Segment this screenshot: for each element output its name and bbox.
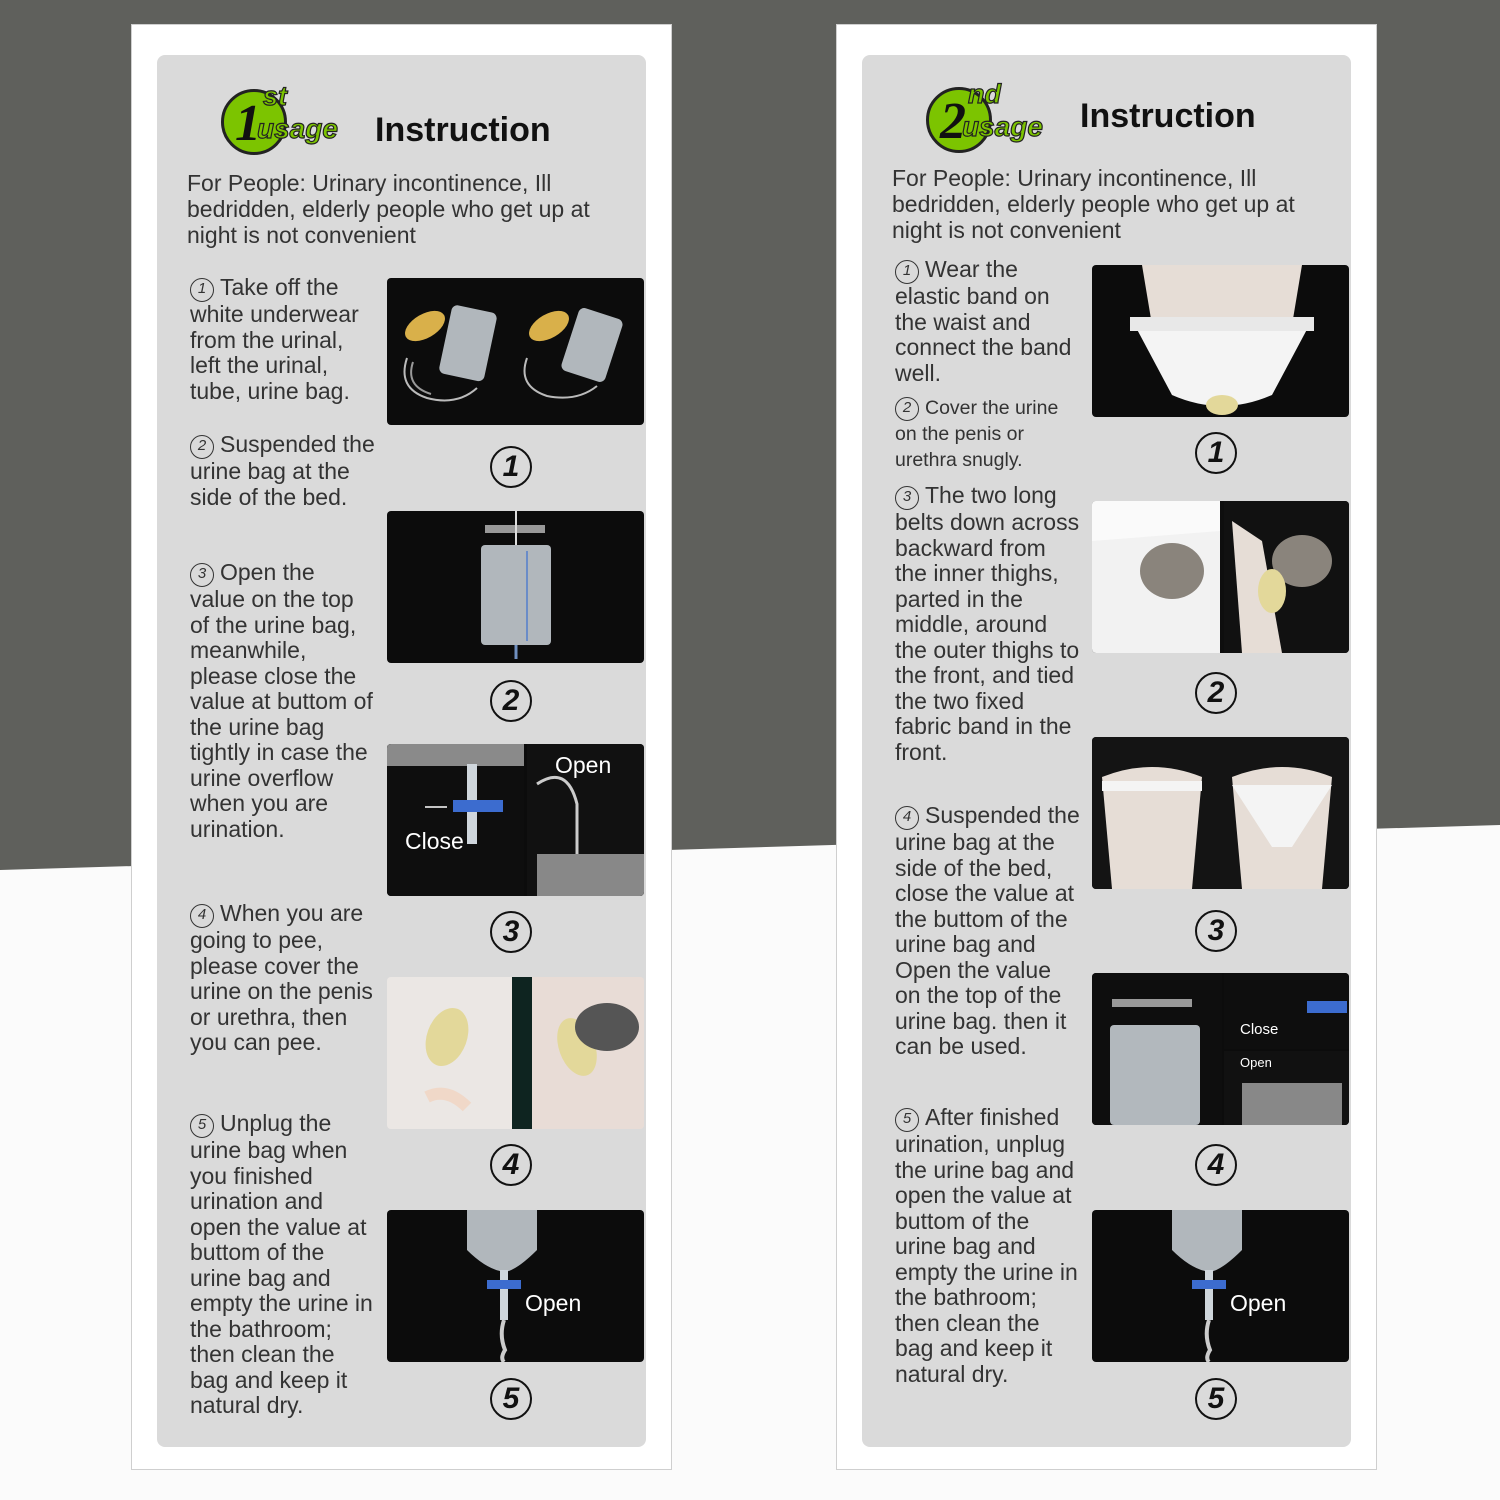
open-label-bottom: Open (1230, 1290, 1287, 1316)
usage-badge (219, 81, 394, 157)
usage-badge (924, 79, 1099, 155)
photo-elastic-band (1092, 265, 1349, 417)
badge-number-circle: 1 (221, 89, 287, 155)
photo-bag-valves (1092, 973, 1349, 1125)
step-marker: 4 (190, 904, 214, 928)
card-title: Instruction (1080, 97, 1256, 135)
photo-bag-emptying (387, 1210, 644, 1362)
photo-number-3: 3 (490, 911, 532, 953)
card-title: Instruction (375, 111, 551, 149)
photo-number-1: 1 (1195, 432, 1237, 474)
photo-urinal-kit (387, 278, 644, 425)
photo-urinal-wearing (387, 977, 644, 1129)
instruction-card-second-usage (836, 24, 1377, 1470)
photo-belts-thighs (1092, 501, 1349, 653)
photo-number-4: 4 (490, 1144, 532, 1186)
step-4-text: 4 Suspended the urine bag at the side of the bed, close the value at the buttom of the urine bag and Open the value on the top of the urine bag. then it can be used. (895, 802, 1080, 1059)
photo-number-4: 4 (1195, 1144, 1237, 1186)
belts-thighs-illustration (1092, 501, 1349, 653)
card-header (219, 81, 639, 157)
badge-usage-word: usage (962, 111, 1043, 142)
intro-text: For People: Urinary incontinence, Ill bedridden, elderly people who get up at night is not convenient (187, 170, 590, 248)
open-label: Open (555, 752, 612, 778)
step-marker: 3 (190, 563, 214, 587)
step-marker: 3 (895, 486, 919, 510)
close-label: Close (405, 828, 464, 854)
step-marker: 1 (895, 260, 919, 284)
badge-number-circle: 2 (926, 87, 992, 153)
badge-ordinal-suffix: nd (968, 79, 1001, 109)
photo-bag-hanging (387, 511, 644, 663)
photo-fabric-band-tied (1092, 737, 1349, 889)
hanging-bag-illustration (387, 511, 644, 663)
photo-bag-emptying (1092, 1210, 1349, 1362)
step-marker: 5 (190, 1114, 214, 1138)
step-4-text: 4 When you are going to pee, please cover the urine on the penis or urethra, then you can pee. (190, 900, 373, 1055)
open-label-bottom: Open (525, 1290, 582, 1316)
step-3-text: 3 Open the value on the top of the urine bag, meanwhile, please close the value at buttom of the urine bag tightly in case the urine overflow when you are urination. (190, 559, 373, 842)
step-2-text: 2 Cover the urine on the penis or urethra snugly. (895, 397, 1059, 471)
step-marker: 2 (190, 435, 214, 459)
step-5-text: 5 After finished urination, unplug the urine bag and open the value at buttom of the urine bag and empty the urine in the bathroom; then clean the bag and keep it natural dry. (895, 1104, 1078, 1387)
bag-emptying-illustration (387, 1210, 644, 1362)
step-5-text: 5 Unplug the urine bag when you finished urination and open the value at buttom of the urine bag and empty the urine in the bathroom; then clean the bag and keep it natural dry. (190, 1110, 373, 1418)
photo-number-3: 3 (1195, 910, 1237, 952)
intro-text: For People: Urinary incontinence, Ill bedridden, elderly people who get up at night is not convenient (892, 165, 1295, 243)
photo-valves (387, 744, 644, 896)
step-1-text: 1 Wear the elastic band on the waist and connect the band well. (895, 256, 1072, 386)
open-label: Open (1240, 1055, 1272, 1070)
badge-ordinal-suffix: st (263, 81, 288, 111)
step-marker: 1 (190, 278, 214, 302)
photo-number-2: 2 (1195, 672, 1237, 714)
photo-number-1: 1 (490, 446, 532, 488)
urinal-kit-illustration (387, 278, 644, 425)
instruction-card-first-usage (131, 24, 672, 1470)
bag-valves-illustration (1092, 973, 1349, 1125)
card-header (924, 79, 1344, 155)
photo-number-5: 5 (490, 1378, 532, 1420)
step-marker: 4 (895, 806, 919, 830)
step-marker: 5 (895, 1108, 919, 1132)
card-panel (862, 55, 1351, 1447)
step-marker: 2 (895, 397, 919, 421)
close-label: Close (1240, 1021, 1279, 1038)
badge-usage-word: usage (257, 113, 338, 144)
step-3-text: 3 The two long belts down across backward from the inner thighs, parted in the middle, around the outer thighs to the front, and tied the two fixed fabric band in the front. (895, 482, 1080, 765)
urinal-wearing-illustration (387, 977, 644, 1129)
step-2-text: 2 Suspended the urine bag at the side of the bed. (190, 431, 375, 510)
elastic-band-illustration (1092, 265, 1349, 417)
bag-emptying-illustration (1092, 1210, 1349, 1362)
step-1-text: 1 Take off the white underwear from the urinal, left the urinal, tube, urine bag. (190, 274, 359, 404)
fabric-band-illustration (1092, 737, 1349, 889)
card-panel (157, 55, 646, 1447)
photo-number-2: 2 (490, 680, 532, 722)
photo-number-5: 5 (1195, 1378, 1237, 1420)
